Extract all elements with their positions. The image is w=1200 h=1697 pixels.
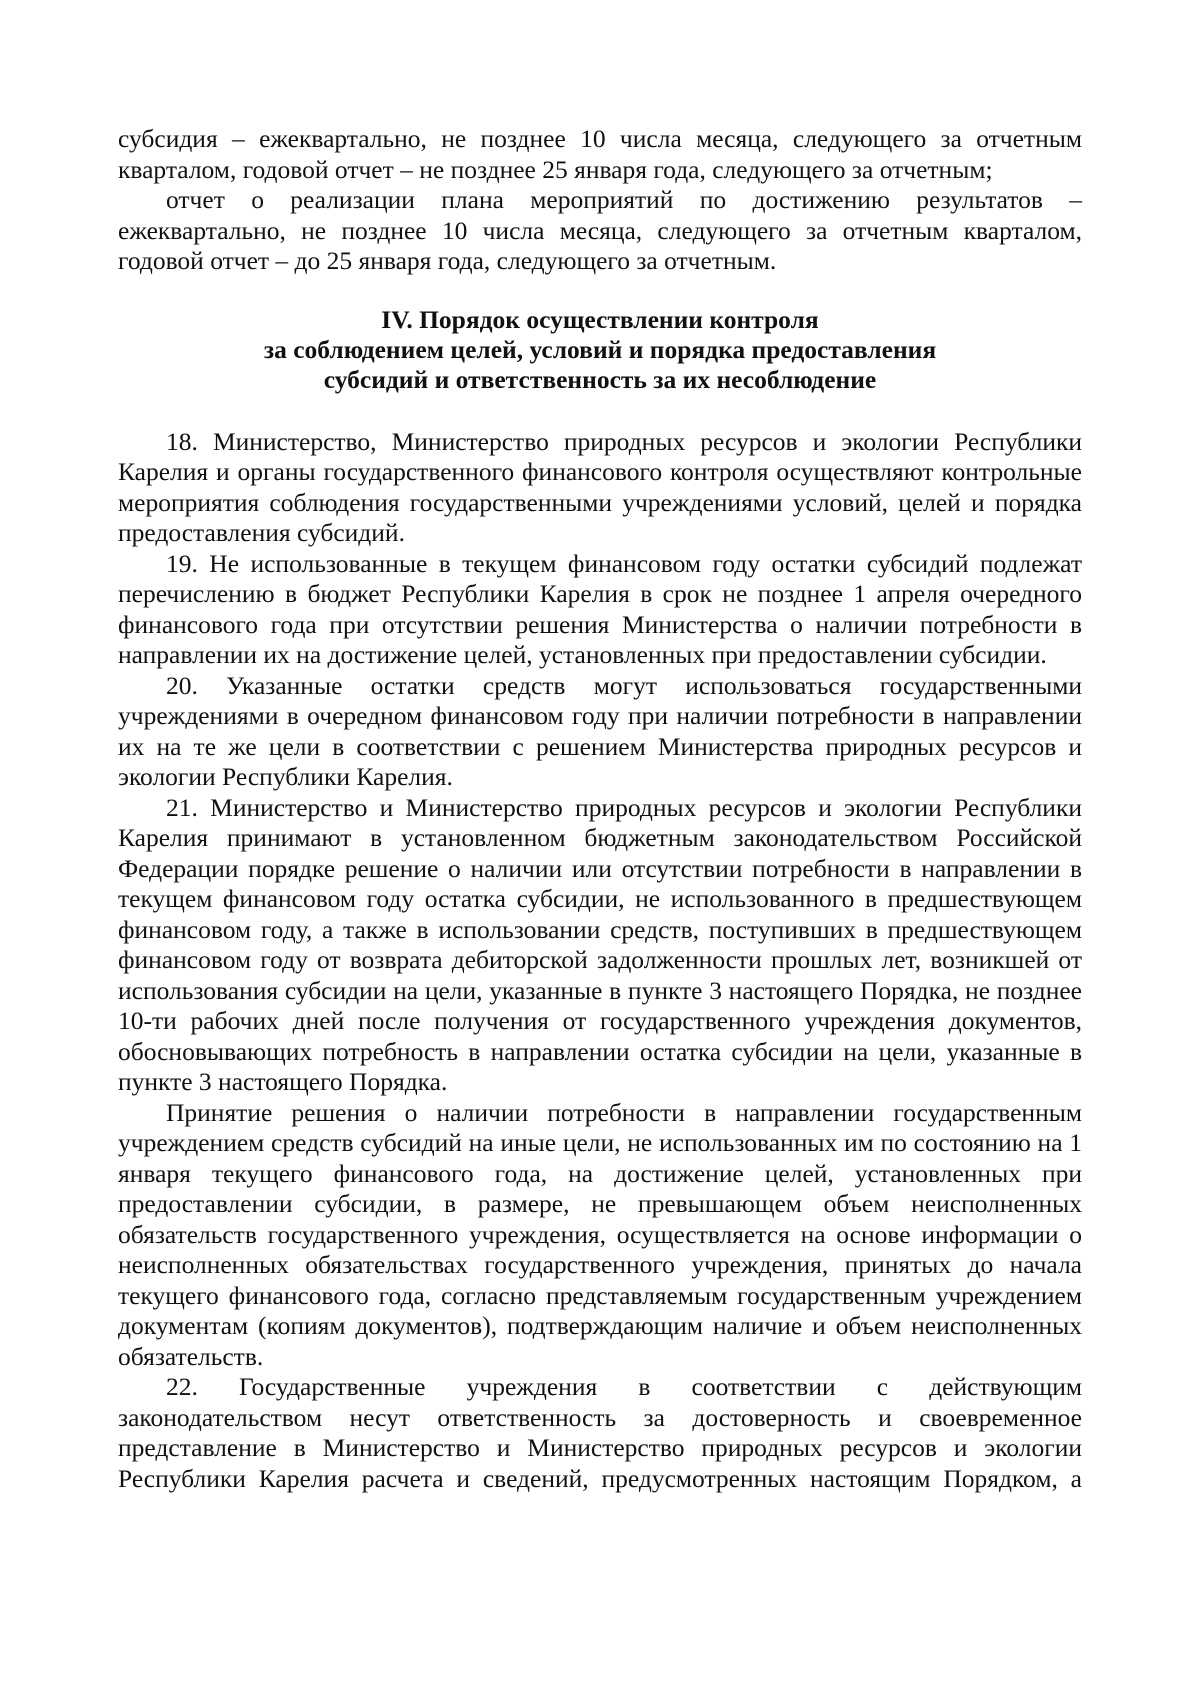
paragraph-subsidy-report-deadline: субсидия – ежеквартально, не позднее 10 числа месяца, следующего за отчетным кварталом, годовой отчет – не позднее 25 января года, следующего за отчетным; <box>118 124 1082 184</box>
section-heading-line-3: субсидий и ответственность за их несоблюдение <box>323 364 877 394</box>
paragraph-decision-on-need: Принятие решения о наличии потребности в направлении государственным учреждением средств субсидий на иные цели, не использованных им по состоянию на 1 января текущего финансового года, на достижение целей, установленных при предоставлении субсидии, в размере, не превышающем объем неисполненных обязательств государственного учреждения, осуществляется на основе информации о неисполненных обязательствах государственного учреждения, принятых до начала текущего финансового года, согласно представляемым государственным учреждением документам (копиям документов), подтверждающим наличие и объем неисполненных обязательств. <box>118 1097 1082 1371</box>
section-heading-line-2: за соблюдением целей, условий и порядка предоставления <box>263 334 937 364</box>
paragraph-item-22: 22. Государственные учреждения в соответствии с действующим законодательством несут ответственность за достоверность и своевременное представление в Министерство и Министерство природных ресурсов и экологии Республики Карелия расчета и сведений, предусмотренных настоящим Порядком, а <box>118 1372 1082 1493</box>
paragraph-item-20: 20. Указанные остатки средств могут использоваться государственными учреждениями в очередном финансовом году при наличии потребности в направлении их на те же цели в соответствии с решением Министерства природных ресурсов и экологии Республики Карелия. <box>118 670 1082 791</box>
paragraph-action-plan-report: отчет о реализации плана мероприятий по достижению результатов – ежеквартально, не позднее 10 числа месяца, следующего за отчетным кварталом, годовой отчет – до 25 января года, следующего за отчетным. <box>118 185 1082 275</box>
section-heading <box>118 305 1082 395</box>
section-heading-line-1: IV. Порядок осуществлении контроля <box>381 304 819 334</box>
document-page <box>118 124 1082 1494</box>
paragraph-item-21: 21. Министерство и Министерство природных ресурсов и экологии Республики Карелия принимают в установленном бюджетным законодательством Российской Федерации порядке решение о наличии или отсутствии потребности в направлении в текущем финансовом году остатка субсидии, не использованного в предшествующем финансовом году, а также в использовании средств, поступивших в предшествующем финансовом году от возврата дебиторской задолженности прошлых лет, возникшей от использования субсидии на цели, указанные в пункте 3 настоящего Порядка, не позднее 10-ти рабочих дней после получения от государственного учреждения документов, обосновывающих потребность в направлении остатка субсидии на цели, указанные в пункте 3 настоящего Порядка. <box>118 792 1082 1096</box>
paragraph-item-19: 19. Не использованные в текущем финансовом году остатки субсидий подлежат перечислению в бюджет Республики Карелия в срок не позднее 1 апреля очередного финансового года при отсутствии решения Министерства о наличии потребности в направлении их на достижение целей, установленных при предоставлении субсидии. <box>118 548 1082 669</box>
paragraph-item-18: 18. Министерство, Министерство природных ресурсов и экологии Республики Карелия и органы государственного финансового контроля осуществляют контрольные мероприятия соблюдения государственными учреждениями условий, целей и порядка предоставления субсидий. <box>118 426 1082 547</box>
